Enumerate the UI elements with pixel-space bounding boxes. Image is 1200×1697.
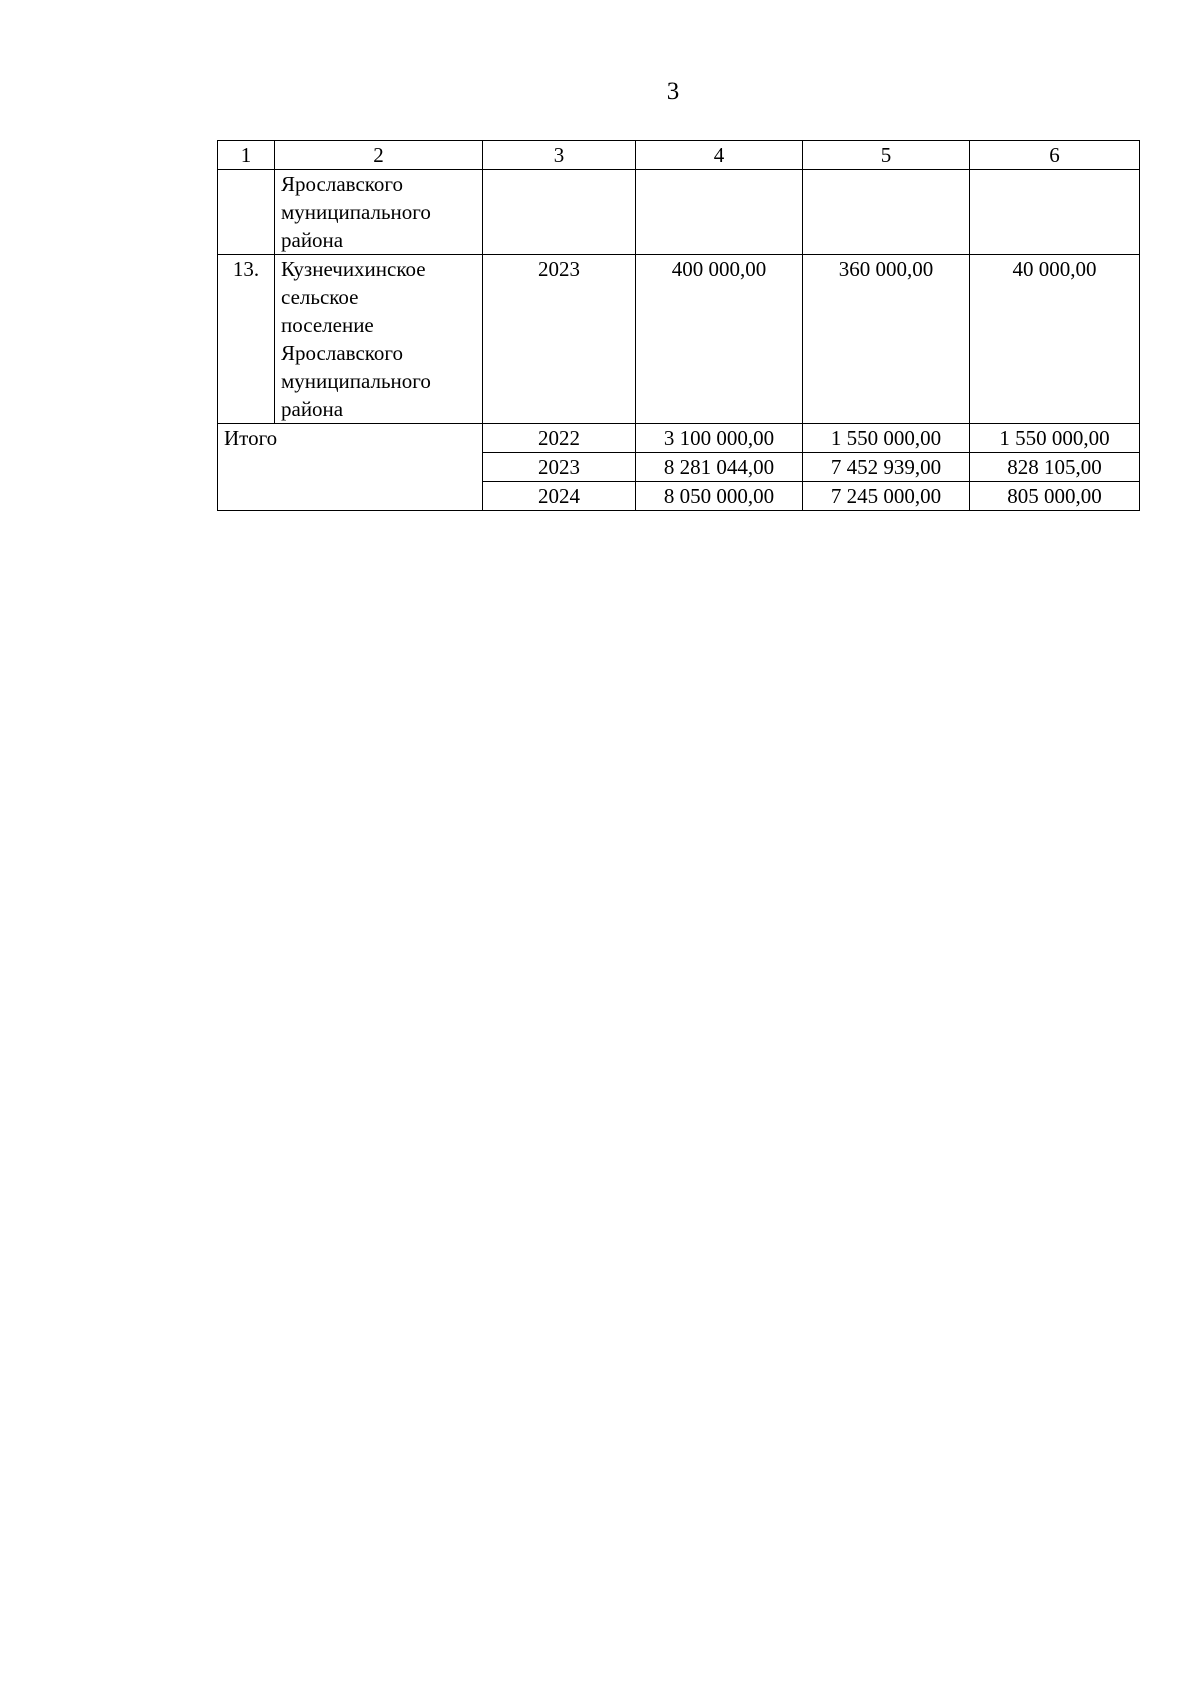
totals-row-2022 [218,424,1140,453]
totals-year-cell: 2022 [483,424,636,453]
totals-col5-cell: 7 245 000,00 [803,482,970,511]
totals-year-cell: 2023 [483,453,636,482]
row-number-cell [218,170,275,255]
table-row-continuation [218,170,1140,255]
header-cell-1: 1 [218,141,275,170]
totals-col4-cell: 8 050 000,00 [636,482,803,511]
amount-col5-cell: 360 000,00 [803,255,970,424]
page-number: 3 [666,78,680,105]
amount-col6-cell: 40 000,00 [970,255,1140,424]
totals-col6-cell: 805 000,00 [970,482,1140,511]
amount-col6-cell [970,170,1140,255]
municipality-name-cell: Кузнечихинское сельское поселение Ярославского муниципального района [275,255,483,424]
totals-year-cell: 2024 [483,482,636,511]
amount-total-cell [636,170,803,255]
amount-total-cell: 400 000,00 [636,255,803,424]
row-number-cell: 13. [218,255,275,424]
header-cell-2: 2 [275,141,483,170]
header-cell-3: 3 [483,141,636,170]
totals-col5-cell: 1 550 000,00 [803,424,970,453]
header-cell-4: 4 [636,141,803,170]
totals-col6-cell: 1 550 000,00 [970,424,1140,453]
totals-col5-cell: 7 452 939,00 [803,453,970,482]
year-cell: 2023 [483,255,636,424]
amount-col5-cell [803,170,970,255]
column-number-header-row [218,141,1140,170]
totals-col4-cell: 8 281 044,00 [636,453,803,482]
year-cell [483,170,636,255]
municipality-name-cell: Ярославского муниципального района [275,170,483,255]
totals-col6-cell: 828 105,00 [970,453,1140,482]
header-cell-5: 5 [803,141,970,170]
table-row-13 [218,255,1140,424]
allocation-table [217,140,1140,511]
totals-col4-cell: 3 100 000,00 [636,424,803,453]
header-cell-6: 6 [970,141,1140,170]
totals-label: Итого [218,424,483,511]
